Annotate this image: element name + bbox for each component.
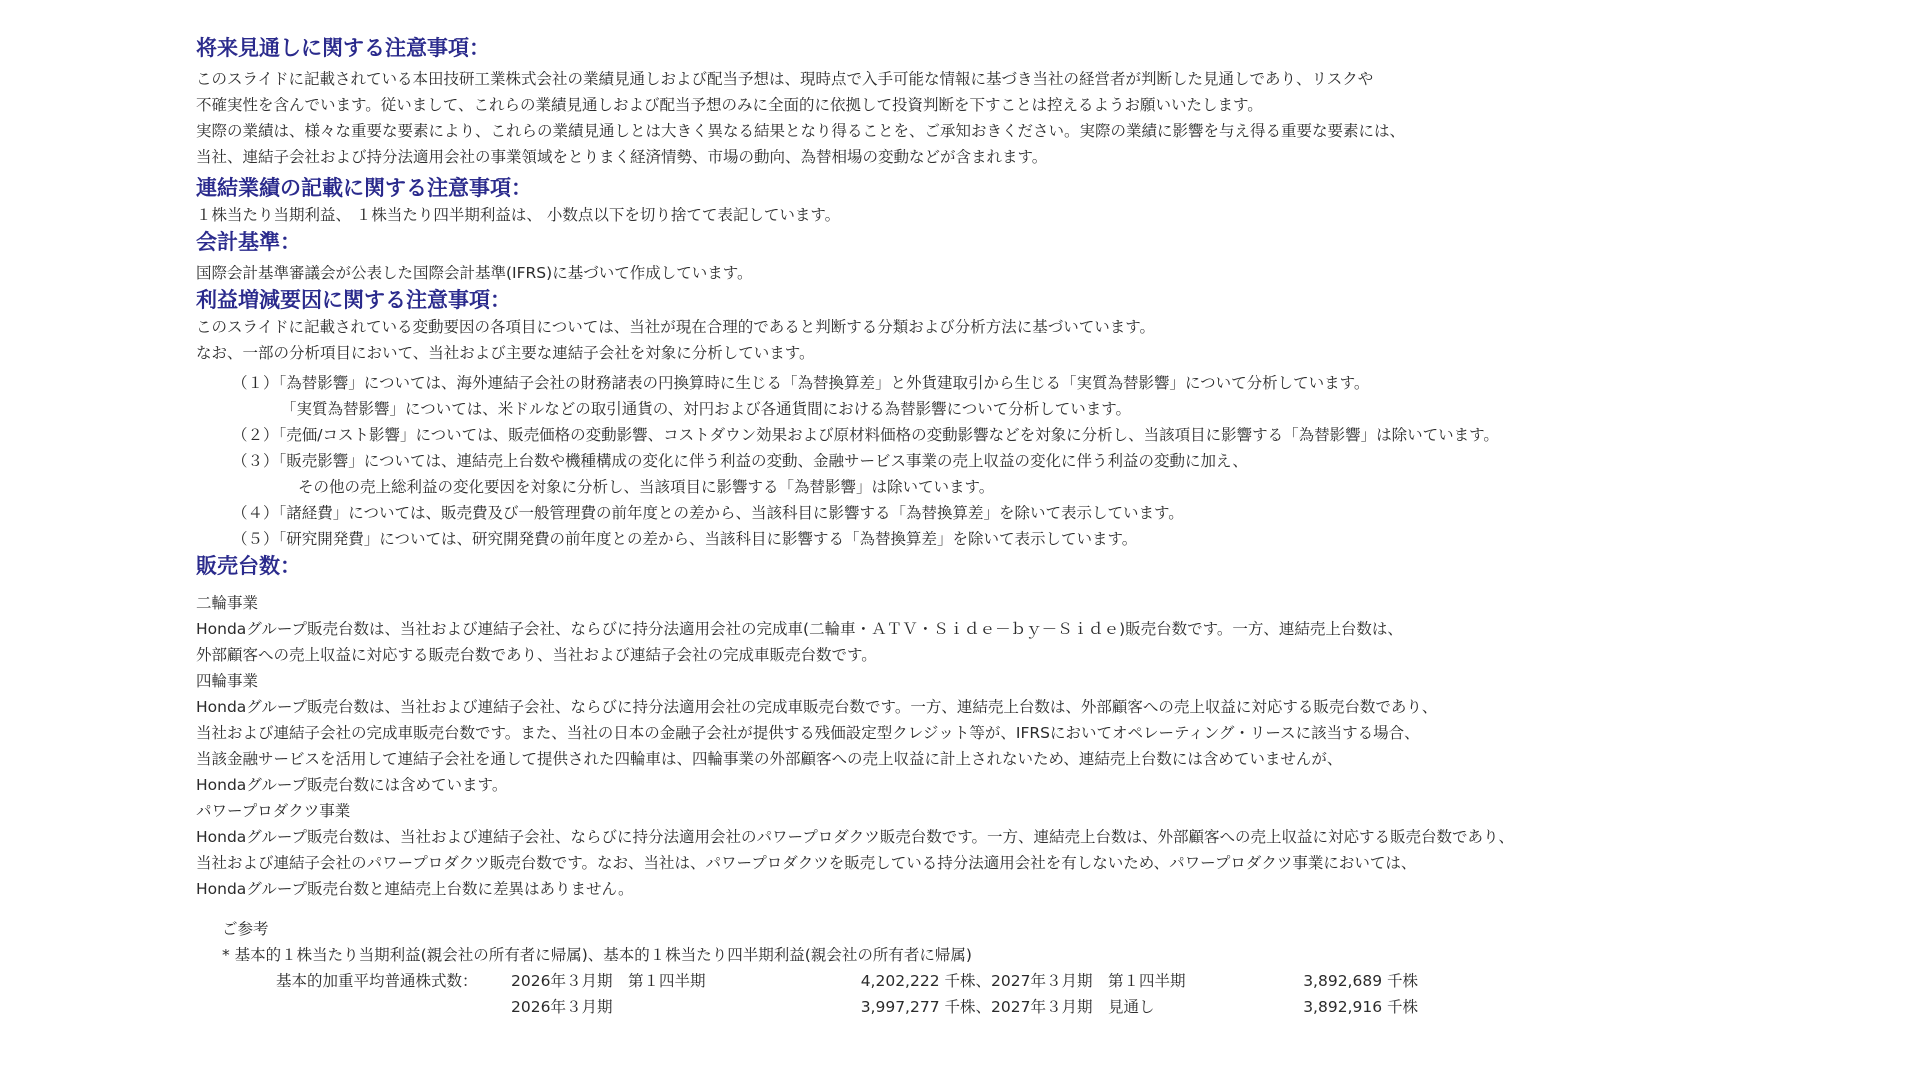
consolidated-heading: 連結業績の記載に関する注意事項： [196, 176, 532, 200]
shares-value: 4,202,222 千株、 [860, 972, 991, 990]
shares-value: 3,997,277 千株、 [860, 998, 991, 1016]
profit-item-3-cont: その他の売上総利益の変化要因を対象に分析し、当該項目に影響する「為替影響」は除いています。 [298, 478, 995, 496]
profit-line: このスライドに記載されている変動要因の各項目については、当社が現在合理的であると判断する分類および分析方法に基づいています。 [196, 318, 1155, 336]
shares-label [196, 994, 511, 1020]
motorcycle-line: 外部顧客への売上収益に対応する販売台数であり、当社および連結子会社の完成車販売台数です。 [196, 646, 877, 664]
profit-heading: 利益増減要因に関する注意事項： [196, 288, 511, 312]
accounting-heading: 会計基準： [196, 230, 301, 254]
power-line: Hondaグループ販売台数は、当社および連結子会社、ならびに持分法適用会社のパワープロダクツ販売台数です。一方、連結売上台数は、外部顧客への売上収益に対応する販売台数であり、 [196, 828, 1515, 846]
auto-line: Hondaグループ販売台数には含めています。 [196, 776, 508, 794]
reference-note: * 基本的１株当たり当期利益(親会社の所有者に帰属)、基本的１株当たり四半期利益(親会社の所有者に帰属) [222, 946, 972, 964]
shares-value: 3,892,689 千株 [1303, 972, 1418, 990]
shares-period: 2026年３月期 [511, 998, 613, 1016]
consolidated-line: １株当たり当期利益、 １株当たり四半期利益は、 小数点以下を切り捨てて表記しています。 [196, 206, 841, 224]
auto-line: 当該金融サービスを活用して連結子会社を通して提供された四輪車は、四輪事業の外部顧客への売上収益に計上されないため、連結売上台数には含めていませんが、 [196, 750, 1343, 768]
profit-item-1: （１）「為替影響」については、海外連結子会社の財務諸表の円換算時に生じる「為替換算差」と外貨建取引から生じる「実質為替影響」について分析しています。 [232, 374, 1370, 392]
shares-row [196, 968, 1896, 994]
sales-heading: 販売台数： [196, 554, 301, 578]
forward-line: 当社、連結子会社および持分法適用会社の事業領域をとりまく経済情勢、市場の動向、為替相場の変動などが含まれます。 [196, 148, 1048, 166]
forward-heading: 将来見通しに関する注意事項： [196, 36, 490, 60]
profit-item-4: （４）「諸経費」については、販売費及び一般管理費の前年度との差から、当該科目に影響する「為替換算差」を除いて表示しています。 [232, 504, 1184, 522]
forward-line: このスライドに記載されている本田技研工業株式会社の業績見通しおよび配当予想は、現時点で入手可能な情報に基づき当社の経営者が判断した見通しであり、リスクや [196, 70, 1374, 88]
shares-value: 3,892,916 千株 [1303, 998, 1418, 1016]
reference-title: ご参考 [222, 920, 269, 938]
auto-label: 四輪事業 [196, 672, 259, 690]
power-line: 当社および連結子会社のパワープロダクツ販売台数です。なお、当社は、パワープロダクツを販売している持分法適用会社を有しないため、パワープロダクツ事業においては、 [196, 854, 1417, 872]
motorcycle-line: Hondaグループ販売台数は、当社および連結子会社、ならびに持分法適用会社の完成車(二輪車・ＡＴＶ・Ｓｉｄｅ－ｂｙ－Ｓｉｄｅ)販売台数です。一方、連結売上台数は、 [196, 620, 1403, 638]
profit-line: なお、一部の分析項目において、当社および主要な連結子会社を対象に分析しています。 [196, 344, 815, 362]
auto-line: 当社および連結子会社の完成車販売台数です。また、当社の日本の金融子会社が提供する残価設定型クレジット等が、IFRSにおいてオペレーティング・リースに該当する場合、 [196, 724, 1420, 742]
shares-label: 基本的加重平均普通株式数： [276, 972, 478, 990]
auto-line: Hondaグループ販売台数は、当社および連結子会社、ならびに持分法適用会社の完成車販売台数です。一方、連結売上台数は、外部顧客への売上収益に対応する販売台数であり、 [196, 698, 1438, 716]
profit-item-1-cont: 「実質為替影響」については、米ドルなどの取引通貨の、対円および各通貨間における為替影響について分析しています。 [281, 400, 1132, 418]
disclaimer-page [196, 34, 1896, 1020]
profit-item-2: （２）「売価/コスト影響」については、販売価格の変動影響、コストダウン効果および原材料価格の変動影響などを対象に分析し、当該項目に影響する「為替影響」は除いています。 [232, 426, 1499, 444]
shares-row [196, 994, 1896, 1020]
motorcycle-label: 二輪事業 [196, 594, 259, 612]
forward-line: 不確実性を含んでいます。従いまして、これらの業績見通しおよび配当予想のみに全面的に依拠して投資判断を下すことは控えるようお願いいたします。 [196, 96, 1263, 114]
shares-period: 2026年３月期 第１四半期 [511, 972, 706, 990]
shares-period: 2027年３月期 第１四半期 [991, 972, 1186, 990]
power-label: パワープロダクツ事業 [196, 802, 351, 820]
power-line: Hondaグループ販売台数と連結売上台数に差異はありません。 [196, 880, 634, 898]
forward-line: 実際の業績は、様々な重要な要素により、これらの業績見通しとは大きく異なる結果となり得ることを、ご承知おきください。実際の業績に影響を与え得る重要な要素には、 [196, 122, 1406, 140]
profit-item-3: （３）「販売影響」については、連結売上台数や機種構成の変化に伴う利益の変動、金融サービス事業の売上収益の変化に伴う利益の変動に加え、 [232, 452, 1248, 470]
accounting-line: 国際会計基準審議会が公表した国際会計基準(IFRS)に基づいて作成しています。 [196, 264, 753, 282]
profit-item-5: （５）「研究開発費」については、研究開発費の前年度との差から、当該科目に影響する「為替換算差」を除いて表示しています。 [232, 530, 1138, 548]
shares-period: 2027年３月期 見通し [991, 998, 1155, 1016]
